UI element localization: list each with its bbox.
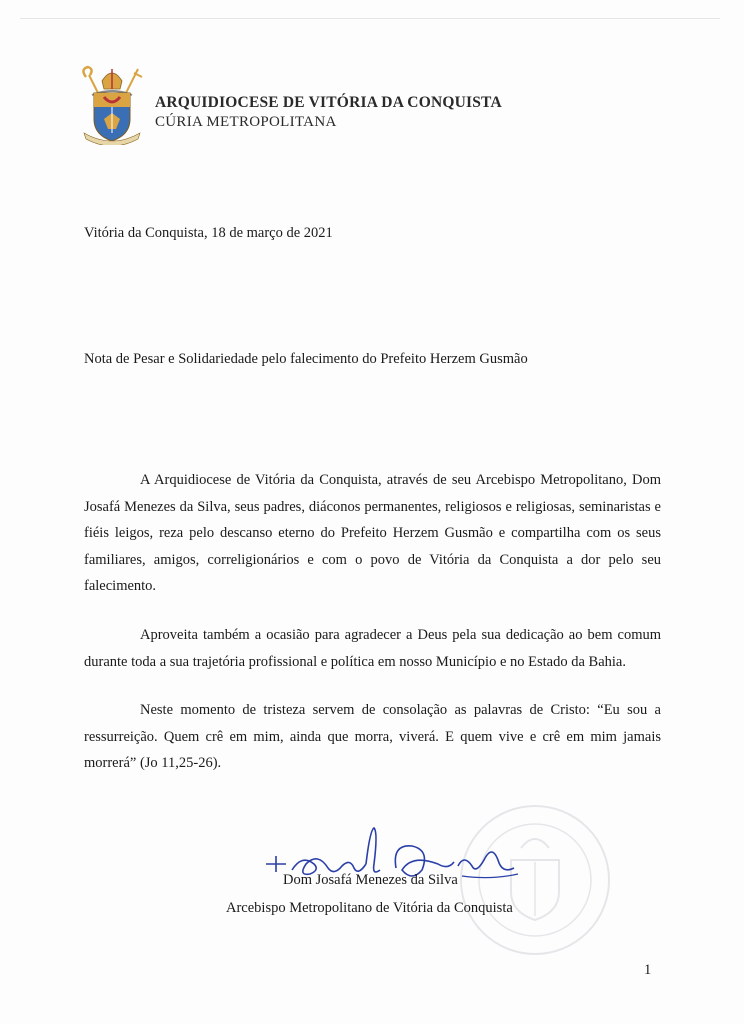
page-number: 1 [644,962,652,978]
organization-title: ARQUIDIOCESE DE VITÓRIA DA CONQUISTA [155,94,502,111]
signer-name: Dom Josafá Menezes da Silva [283,872,458,888]
body-paragraph-3: Neste momento de tristeza servem de consolação as palavras de Cristo: “Eu sou a ressurreição. Quem crê em mim, ainda que morra, viverá. E quem vive e crê em mim jamais morrerá” (Jo 11,25-26). [84,702,661,771]
organization-subtitle: CÚRIA METROPOLITANA [155,114,337,130]
signer-title: Arcebispo Metropolitano de Vitória da Conquista [226,900,513,916]
archdiocese-coat-of-arms-icon [78,63,146,145]
letter-date: Vitória da Conquista, 18 de março de 2021 [84,225,333,241]
body-paragraph-1: A Arquidiocese de Vitória da Conquista, através de seu Arcebispo Metropolitano, Dom Josafá Menezes da Silva, seus padres, diáconos permanentes, religiosos e religiosas, seminaristas e fiéis leigos, reza pelo descanso eterno do Prefeito Herzem Gusmão e compartilha com os seus familiares, amigos, correligionários e com o povo de Vitória da Conquista a dor pelo seu falecimento. [84,472,661,594]
page-top-edge [20,18,720,19]
body-paragraph-2: Aproveita também a ocasião para agradecer a Deus pela sua dedicação ao bem comum durante toda a sua trajetória profissional e política em nosso Município e no Estado da Bahia. [84,627,661,670]
letter-subject: Nota de Pesar e Solidariedade pelo falecimento do Prefeito Herzem Gusmão [84,351,528,367]
